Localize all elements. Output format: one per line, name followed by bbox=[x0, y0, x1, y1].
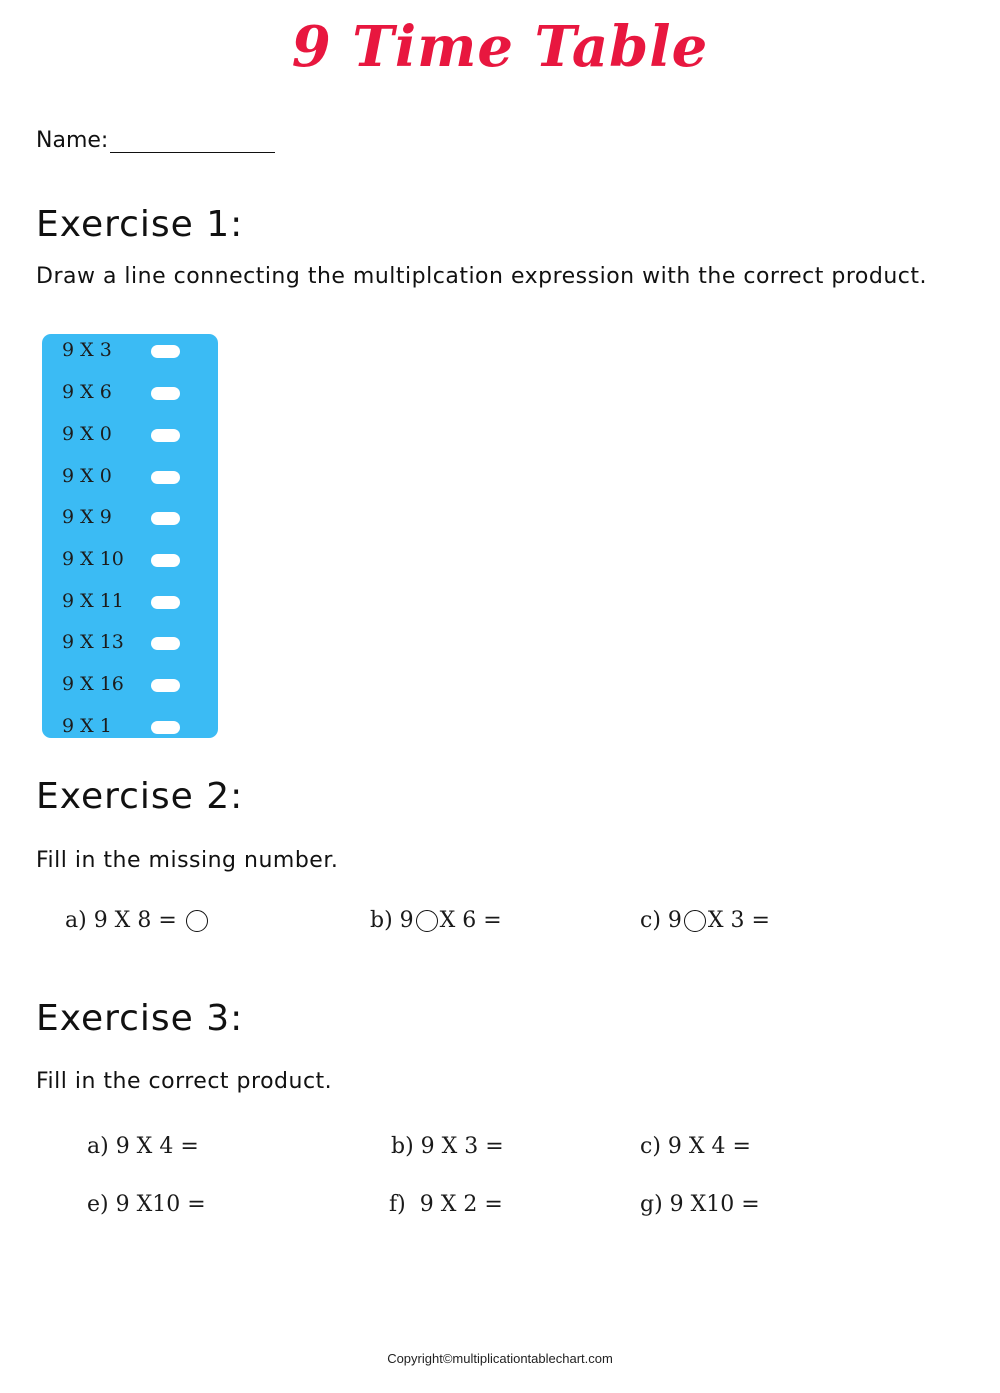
product-question-f: f) 9 X 2 = bbox=[389, 1192, 503, 1217]
match-expression: 9 X 10 bbox=[62, 548, 124, 570]
match-item bbox=[42, 546, 218, 576]
match-item bbox=[42, 421, 218, 451]
connector-dot[interactable] bbox=[151, 637, 180, 650]
match-item bbox=[42, 379, 218, 409]
connector-dot[interactable] bbox=[151, 387, 180, 400]
page-title: 9 Time Table bbox=[291, 14, 709, 80]
match-item bbox=[42, 337, 218, 367]
match-item bbox=[42, 588, 218, 618]
connector-dot[interactable] bbox=[151, 721, 180, 734]
name-field-row bbox=[36, 128, 275, 153]
answer-circle[interactable] bbox=[416, 910, 438, 932]
connector-dot[interactable] bbox=[151, 429, 180, 442]
match-expression: 9 X 0 bbox=[62, 465, 112, 487]
question-text: a) 9 X 8 = bbox=[65, 908, 184, 933]
match-expression: 9 X 13 bbox=[62, 631, 124, 653]
question-text: X 3 = bbox=[707, 908, 770, 933]
question-text: X 6 = bbox=[439, 908, 502, 933]
product-question-a: a) 9 X 4 = bbox=[87, 1134, 199, 1159]
connector-dot[interactable] bbox=[151, 345, 180, 358]
match-expression: 9 X 6 bbox=[62, 381, 112, 403]
match-expression: 9 X 3 bbox=[62, 339, 112, 361]
missing-question-a bbox=[65, 908, 210, 933]
connector-dot[interactable] bbox=[151, 679, 180, 692]
exercise-3-instruction: Fill in the correct product. bbox=[36, 1069, 333, 1094]
match-item bbox=[42, 671, 218, 701]
exercise-1-heading: Exercise 1: bbox=[36, 204, 244, 245]
question-text: c) 9 bbox=[640, 908, 682, 933]
match-item bbox=[42, 713, 218, 743]
connector-dot[interactable] bbox=[151, 512, 180, 525]
connector-dot[interactable] bbox=[151, 554, 180, 567]
exercise-3-heading: Exercise 3: bbox=[36, 998, 244, 1039]
product-question-c: c) 9 X 4 = bbox=[640, 1134, 751, 1159]
name-label: Name: bbox=[36, 128, 109, 153]
question-text: b) 9 bbox=[370, 908, 414, 933]
product-question-b: b) 9 X 3 = bbox=[391, 1134, 504, 1159]
copyright-footer: Copyright©multiplicationtablechart.com bbox=[387, 1351, 613, 1366]
match-expression: 9 X 1 bbox=[62, 715, 112, 737]
missing-question-c bbox=[640, 908, 770, 933]
connector-dot[interactable] bbox=[151, 596, 180, 609]
match-item bbox=[42, 629, 218, 659]
missing-question-b bbox=[370, 908, 502, 933]
match-expression: 9 X 16 bbox=[62, 673, 124, 695]
match-item bbox=[42, 504, 218, 534]
answer-circle[interactable] bbox=[186, 910, 208, 932]
product-question-g: g) 9 X10 = bbox=[640, 1192, 760, 1217]
match-item bbox=[42, 463, 218, 493]
name-blank-line[interactable] bbox=[110, 132, 275, 153]
match-expression: 9 X 9 bbox=[62, 506, 112, 528]
exercise-1-instruction: Draw a line connecting the multiplcation expression with the correct product. bbox=[36, 264, 928, 289]
match-expression: 9 X 0 bbox=[62, 423, 112, 445]
answer-circle[interactable] bbox=[684, 910, 706, 932]
exercise-2-heading: Exercise 2: bbox=[36, 776, 244, 817]
exercise-2-instruction: Fill in the missing number. bbox=[36, 848, 339, 873]
connector-dot[interactable] bbox=[151, 471, 180, 484]
matching-panel bbox=[42, 334, 218, 738]
product-question-e: e) 9 X10 = bbox=[87, 1192, 206, 1217]
match-expression: 9 X 11 bbox=[62, 590, 124, 612]
